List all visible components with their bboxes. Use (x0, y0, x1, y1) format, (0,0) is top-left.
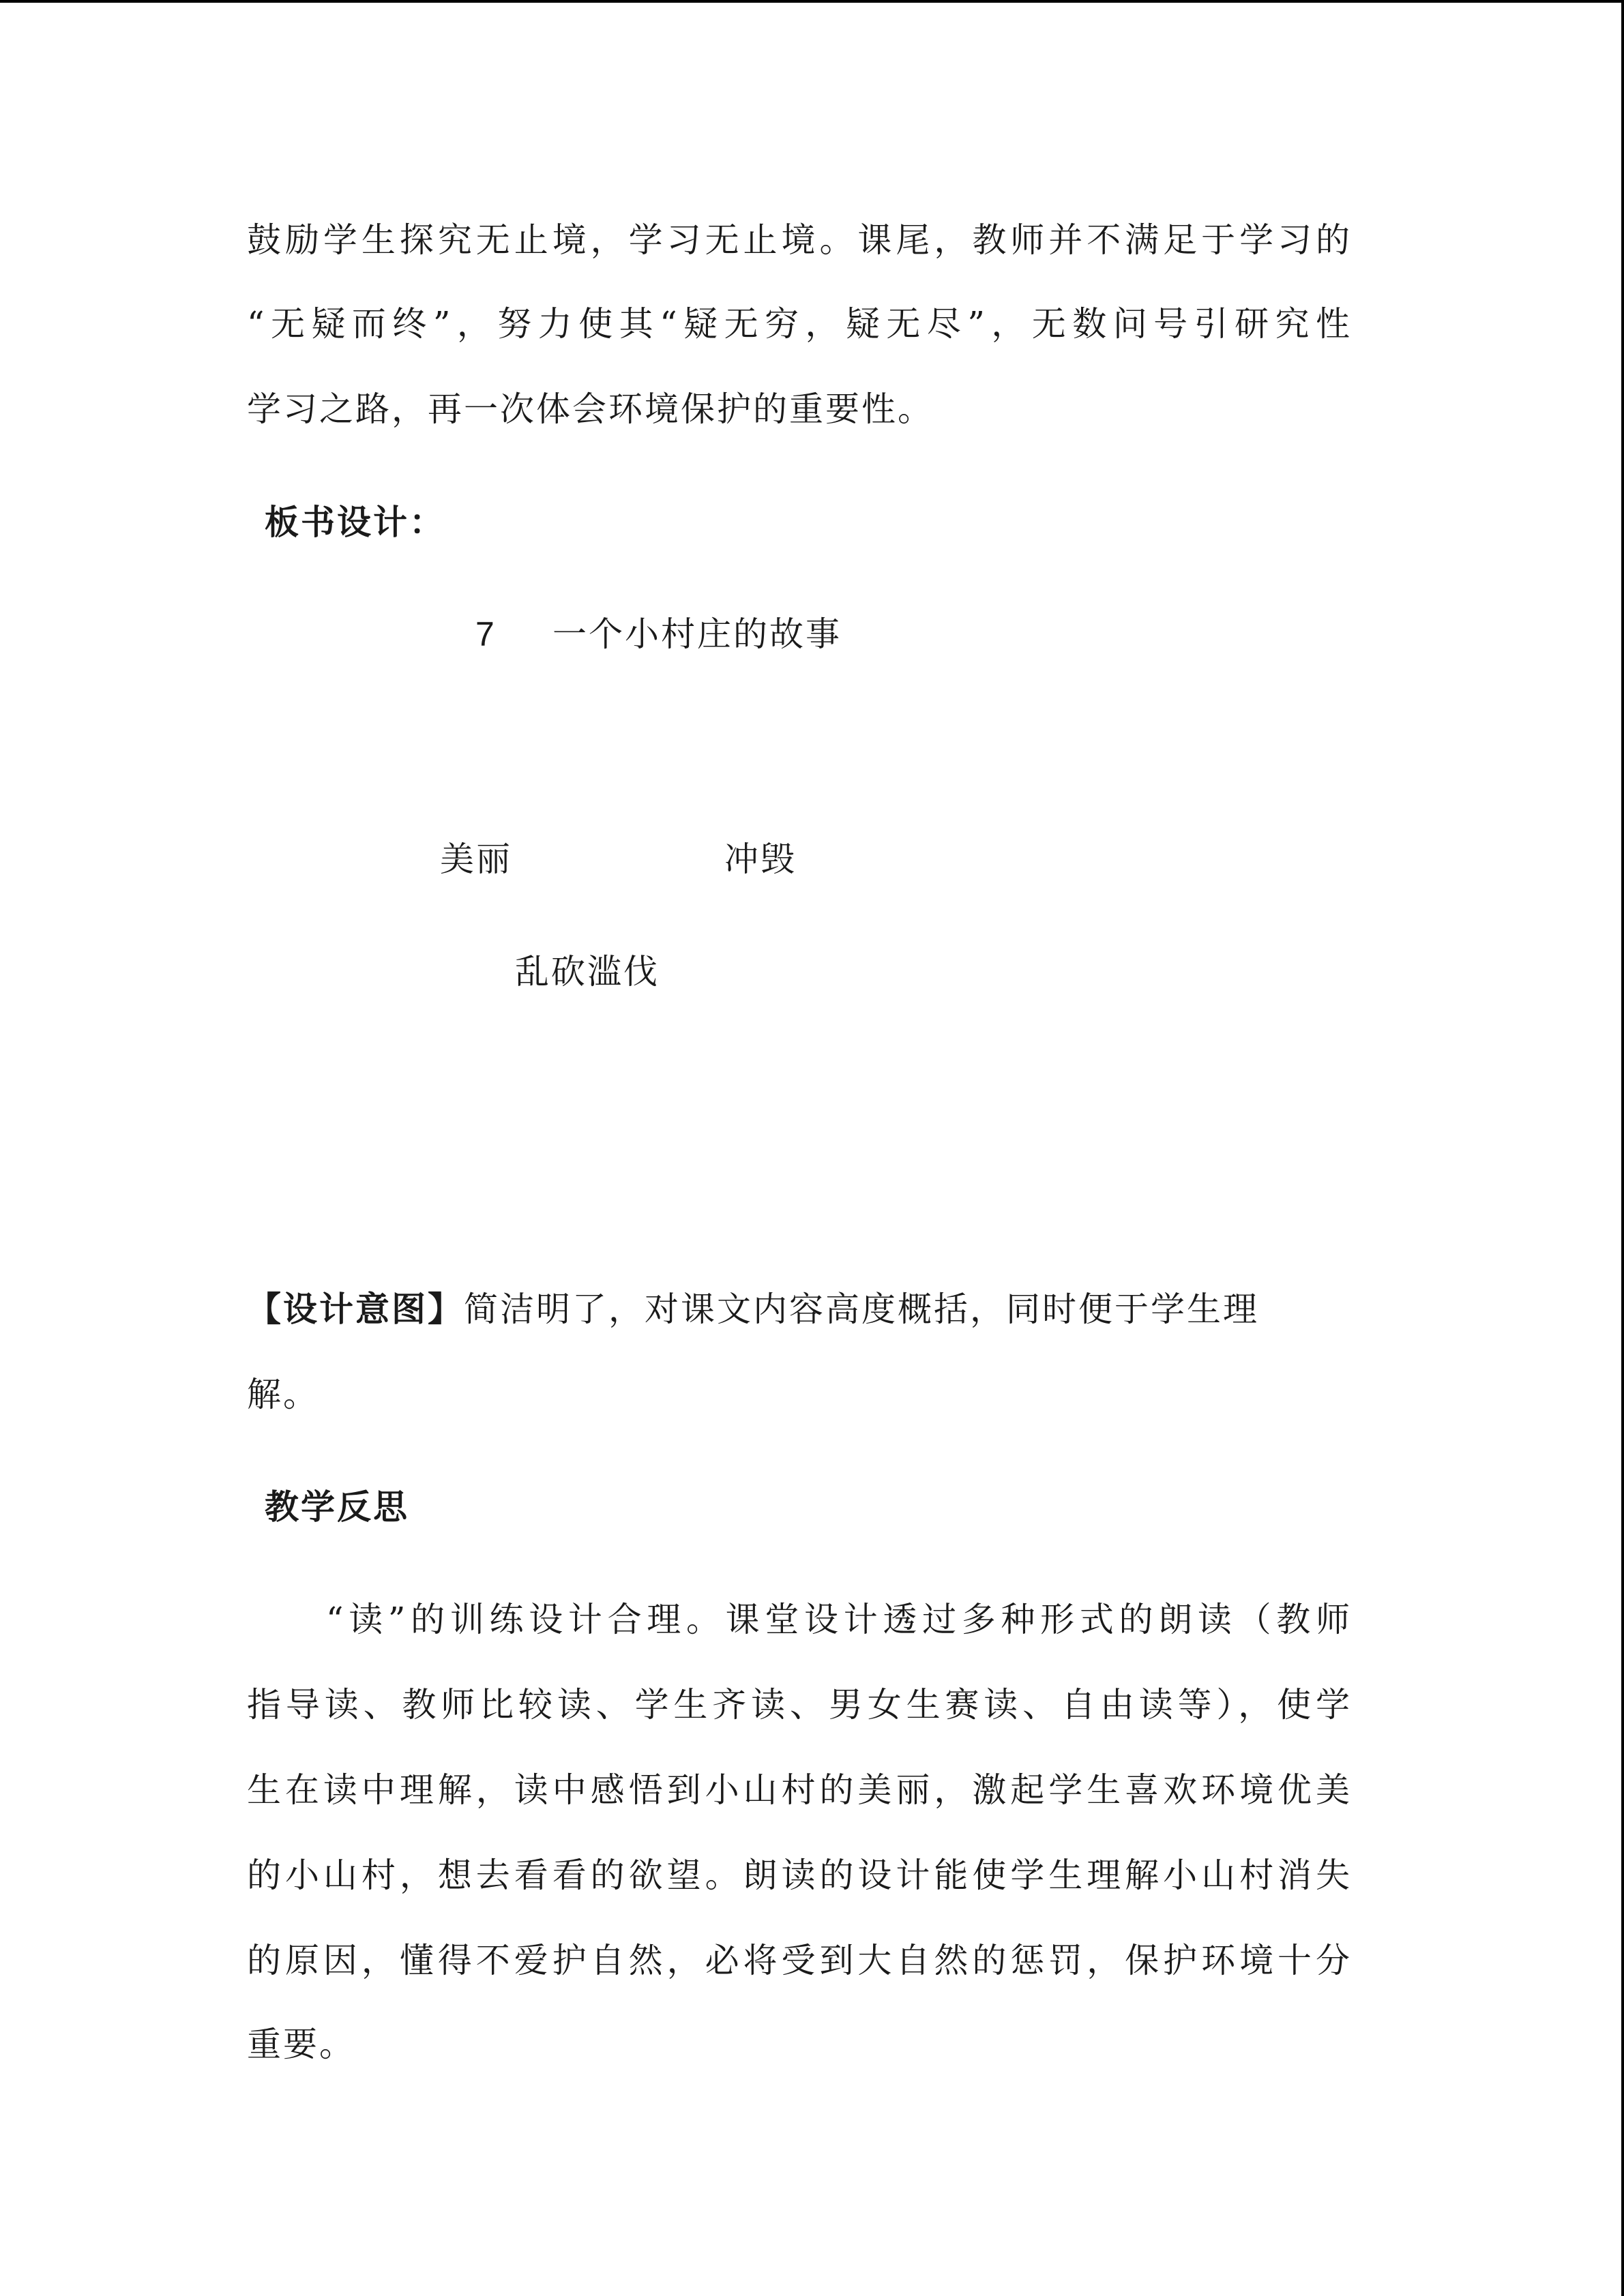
page-border-right (1621, 0, 1624, 2296)
paragraph-line: “无疑而终”，努力使其“疑无穷，疑无尽”，无数问号引研究性 (247, 304, 1352, 344)
board-word-beautiful: 美丽 (440, 839, 512, 879)
page-border-top (0, 0, 1624, 3)
paragraph-line: 鼓励学生探究无止境，学习无止境。课尾，教师并不满足于学习的 (247, 220, 1352, 260)
lesson-title: 一个小村庄的故事 (552, 614, 842, 654)
design-intent-text: 简洁明了，对课文内容高度概括，同时便于学生理 (464, 1289, 1259, 1329)
paragraph-line: “读”的训练设计合理。课堂设计透过多种形式的朗读（教师 (326, 1600, 1352, 1639)
lesson-number: 7 (475, 615, 497, 653)
board-design-heading: 板书设计： (265, 502, 445, 542)
paragraph-line: 重要。 (247, 2025, 355, 2064)
design-intent-label: 【设计意图】 (247, 1289, 464, 1329)
paragraph-line: 学习之路，再一次体会环境保护的重要性。 (247, 389, 934, 429)
paragraph-line: 生在读中理解，读中感悟到小山村的美丽，激起学生喜欢环境优美 (247, 1770, 1352, 1810)
design-intent-line-2: 解。 (247, 1375, 319, 1414)
board-word-destroyed: 冲毁 (724, 839, 797, 879)
paragraph-line: 的原因，懂得不爱护自然，必将受到大自然的惩罚，保护环境十分 (247, 1941, 1352, 1980)
reflection-heading: 教学反思 (265, 1487, 409, 1527)
paragraph-line: 的小山村，想去看看的欲望。朗读的设计能使学生理解小山村消失 (247, 1855, 1352, 1895)
design-intent-line (247, 1289, 1259, 1330)
board-word-deforestation: 乱砍滥伐 (515, 952, 660, 992)
paragraph-line: 指导读、教师比较读、学生齐读、男女生赛读、自由读等），使学 (247, 1685, 1352, 1725)
